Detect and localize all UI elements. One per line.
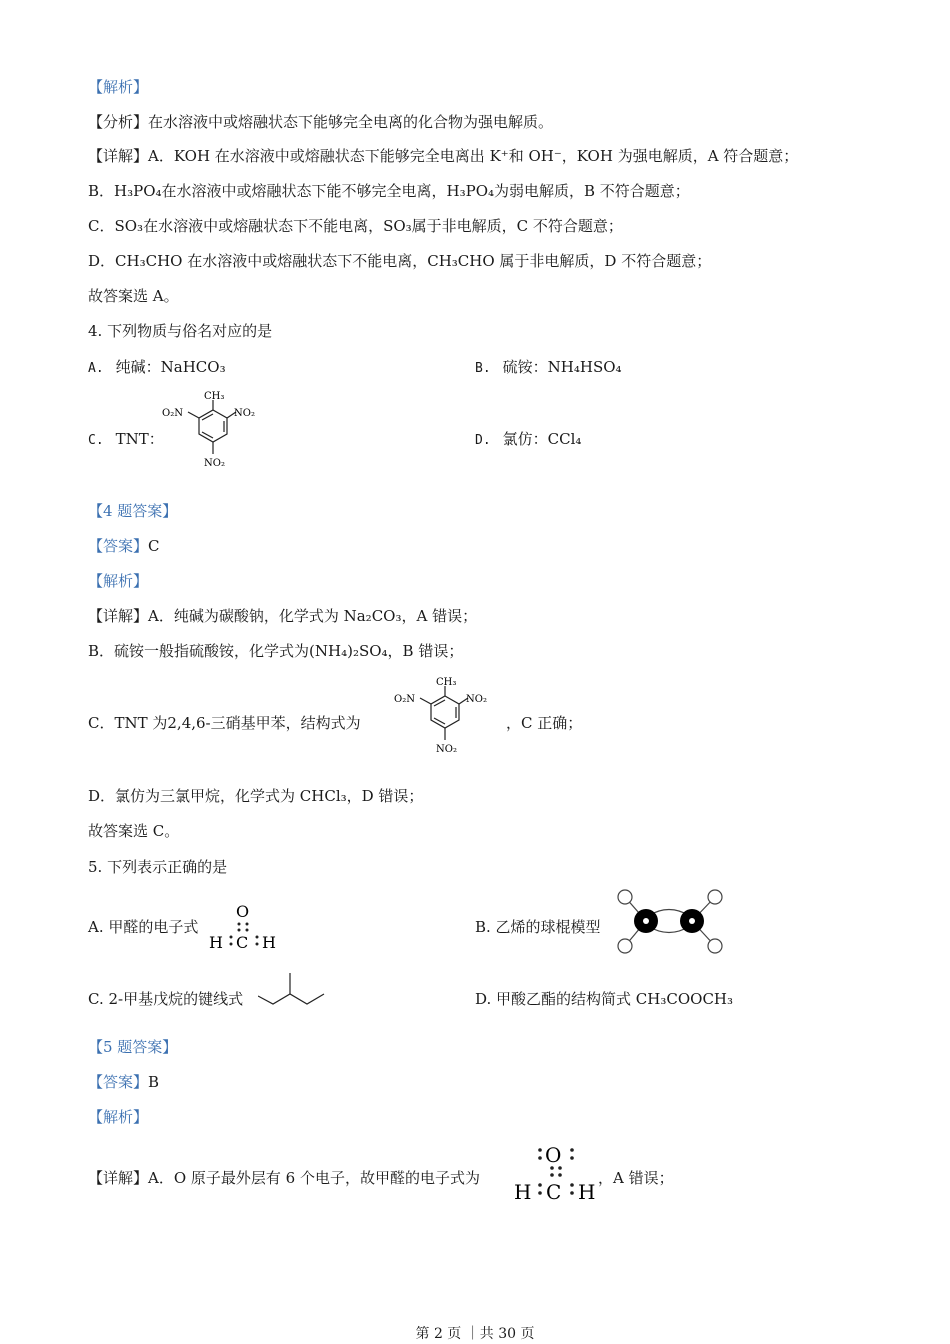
q4-option-a-text: 纯碱：NaHCO₃ [115, 358, 226, 376]
fenxi-tag: 【分析】 [88, 113, 149, 131]
tnt-no2-left-label: O₂N [162, 408, 183, 419]
page-footer: 第 2 页 ｜共 30 页 [415, 1326, 535, 1342]
q5-stem: 5. 下列表示正确的是 [88, 858, 228, 876]
q5-detail-a-line [88, 1168, 480, 1188]
formaldehyde-electron-formula-correct [512, 1140, 602, 1204]
q4-option-c-label: C. [88, 433, 104, 448]
q4-answer: C [148, 537, 160, 555]
tnt-no2-left-label: O₂N [394, 694, 415, 705]
q4-stem: 4. 下列物质与俗名对应的是 [88, 322, 273, 340]
q4-detail-d: D．氯仿为三氯甲烷，化学式为 CHCl₃，D 错误； [88, 787, 424, 805]
q4-option-b [475, 357, 622, 379]
q5-analysis-tag: 【解析】 [88, 1108, 149, 1126]
q4-option-d-text: 氯仿：CCl₄ [502, 430, 582, 448]
tnt-no2-right-label: NO₂ [234, 408, 255, 419]
tnt-structure-diagram [158, 388, 262, 474]
q4-option-a [88, 357, 226, 379]
q5-option-b: B. 乙烯的球棍模型 [475, 918, 601, 936]
tnt-ch3-label: CH₃ [436, 677, 457, 688]
tnt-no2-bottom-label: NO₂ [204, 458, 225, 469]
q4-option-b-label: B. [475, 361, 491, 376]
q4-analysis-tag: 【解析】 [88, 572, 149, 590]
q4-detail-c-pre: C．TNT 为2,4,6-三硝基甲苯，结构式为 [88, 714, 361, 732]
q4-detail-a: A．纯碱为碳酸钠，化学式为 Na₂CO₃，A 错误； [148, 607, 478, 625]
q5-answer-header: 【5 题答案】 [88, 1038, 178, 1056]
formaldehyde-electron-formula-wrong [206, 900, 282, 954]
atom-o: O [236, 902, 250, 921]
q4-answer-header: 【4 题答案】 [88, 502, 178, 520]
atom-h-right: H [262, 933, 276, 952]
q3-detail-a: A．KOH 在水溶液中或熔融状态下能够完全电离出 K⁺和 OH⁻，KOH 为强电解质，A 符合题意； [148, 147, 799, 165]
ethylene-ball-stick-model [612, 884, 728, 958]
q5-option-a: A. 甲醛的电子式 [88, 918, 199, 936]
q4-option-c [88, 429, 164, 451]
answer-tag: 【答案】 [88, 1073, 149, 1091]
q5-option-c: C. 2-甲基戊烷的键线式 [88, 990, 244, 1008]
2-methylpentane-skeletal-formula [258, 970, 328, 1008]
q3-detail-c: C．SO₃在水溶液中或熔融状态下不能电离，SO₃属于非电解质，C 不符合题意； [88, 217, 623, 235]
q4-detail-a-line [88, 606, 477, 626]
q4-detail-c-post: ，C 正确； [506, 714, 583, 732]
atom-c: C [546, 1180, 562, 1204]
tnt-no2-right-label: NO₂ [466, 694, 487, 705]
q4-option-d [475, 429, 581, 451]
analysis-tag: 【解析】 [88, 78, 149, 96]
q4-detail-b: B．硫铵一般指硫酸铵，化学式为(NH₄)₂SO₄，B 错误； [88, 642, 464, 660]
q5-detail-a-pre: A．O 原子最外层有 6 个电子，故甲醛的电子式为 [148, 1169, 480, 1187]
q4-answer-line [88, 536, 160, 556]
atom-h-left: H [514, 1180, 532, 1204]
detail-tag: 【详解】 [88, 147, 149, 165]
q3-analysis-line [88, 112, 553, 132]
q3-detail-a-line [88, 146, 798, 166]
q3-analysis-text: 在水溶液中或熔融状态下能够完全电离的化合物为强电解质。 [148, 113, 554, 131]
q5-detail-a-post: ，A 错误； [598, 1169, 674, 1187]
q5-answer: B [148, 1073, 160, 1091]
q4-option-a-label: A. [88, 361, 104, 376]
atom-h-left: H [209, 933, 223, 952]
tnt-ch3-label: CH₃ [204, 391, 225, 402]
q4-option-c-text: TNT： [115, 430, 164, 448]
q4-option-b-text: 硫铵：NH₄HSO₄ [502, 358, 622, 376]
answer-tag: 【答案】 [88, 537, 149, 555]
q3-detail-b: B．H₃PO₄在水溶液中或熔融状态下能不够完全电离，H₃PO₄为弱电解质，B 不符合题意； [88, 182, 690, 200]
atom-c: C [236, 933, 249, 952]
q4-option-d-label: D. [475, 433, 491, 448]
detail-tag: 【详解】 [88, 1169, 149, 1187]
q5-answer-line [88, 1072, 159, 1092]
q3-detail-d: D．CH₃CHO 在水溶液中或熔融状态下不能电离，CH₃CHO 属于非电解质，D 不符合题意； [88, 252, 712, 270]
q4-conclusion: 故答案选 C。 [88, 822, 180, 840]
detail-tag: 【详解】 [88, 607, 149, 625]
tnt-structure-diagram-explanation [390, 674, 494, 760]
q5-option-d: D. 甲酸乙酯的结构简式 CH₃COOCH₃ [475, 990, 734, 1008]
q3-conclusion: 故答案选 A。 [88, 287, 179, 305]
atom-h-right: H [578, 1180, 596, 1204]
tnt-no2-bottom-label: NO₂ [436, 744, 457, 755]
atom-o: O [545, 1143, 562, 1167]
